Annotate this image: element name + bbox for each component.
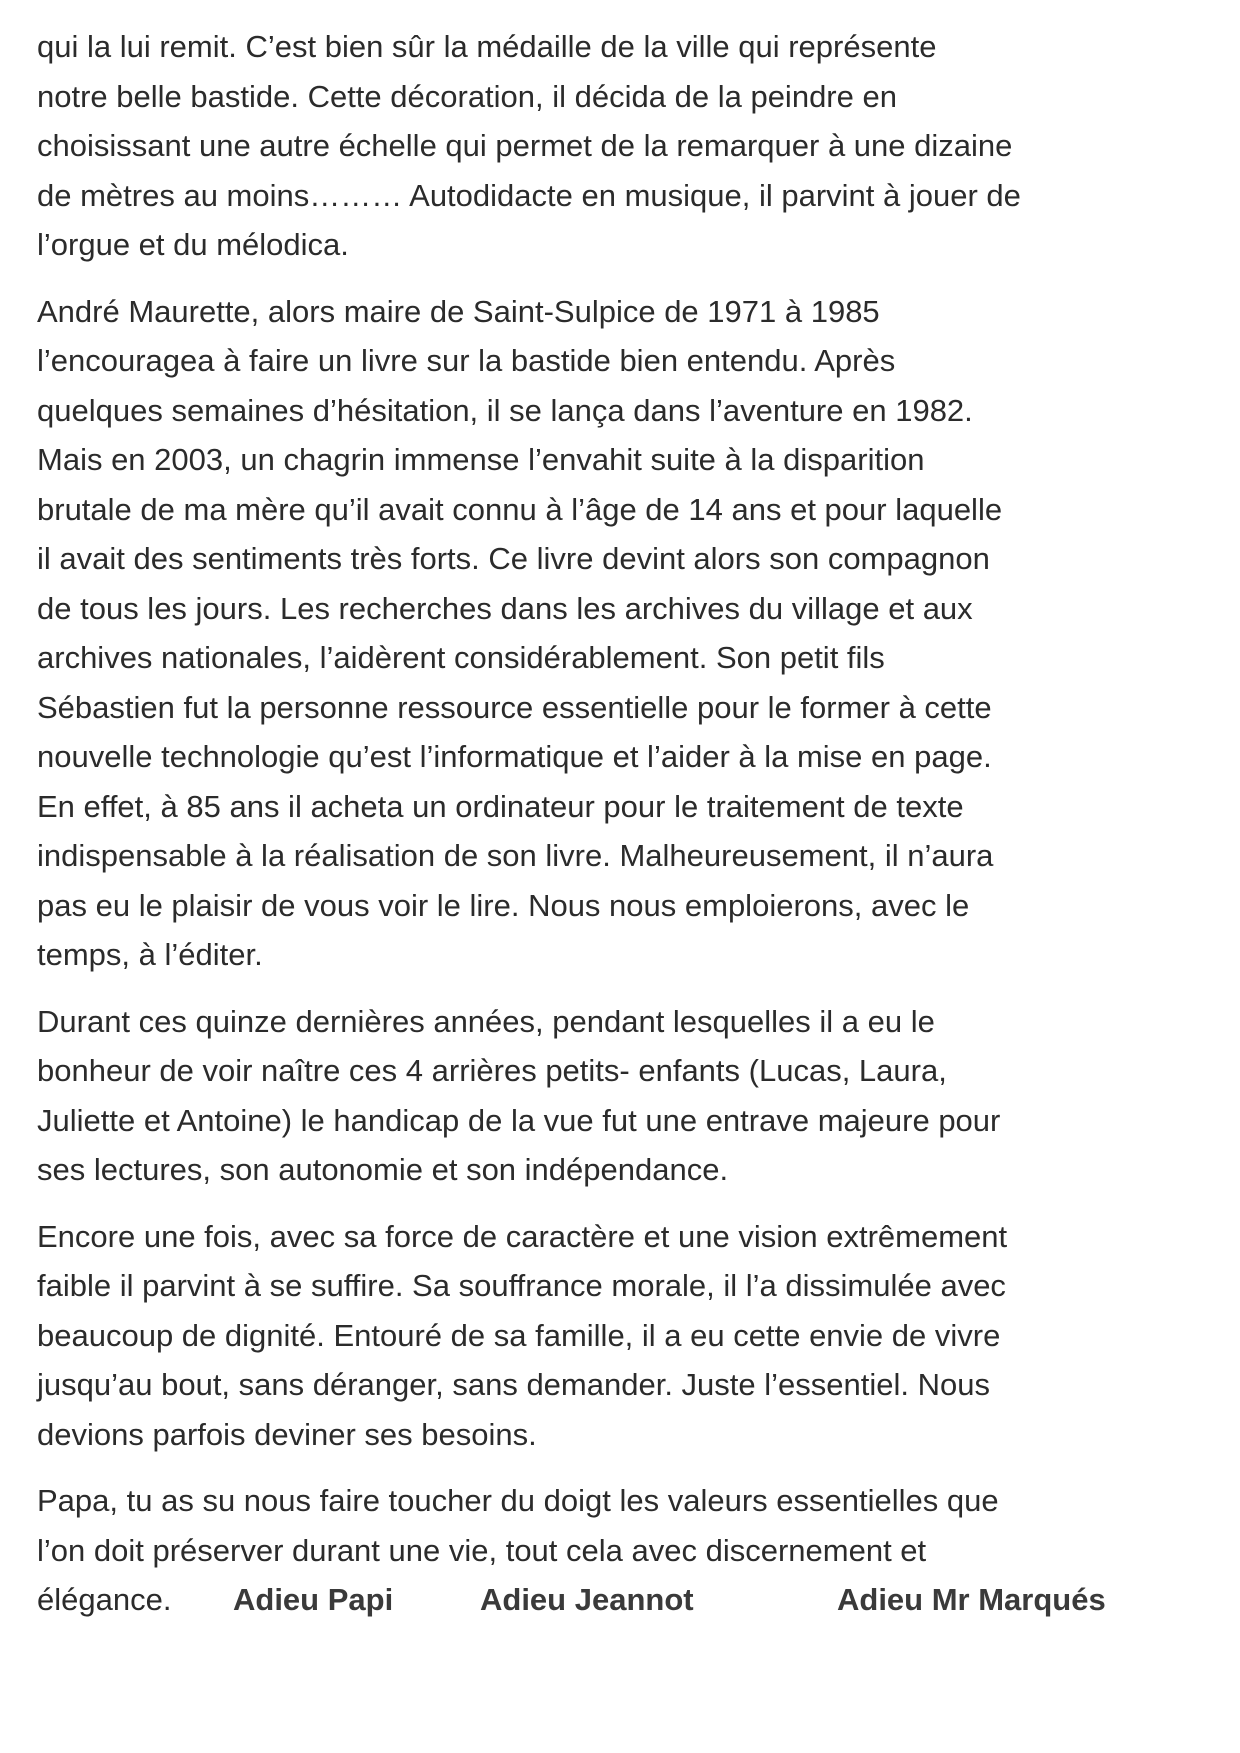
paragraph-medal (37, 22, 1187, 270)
text-line: qui la lui remit. C’est bien sûr la médaille de la ville qui représente (37, 29, 937, 64)
farewell-mr-marques: Adieu Mr Marqués (837, 1582, 1106, 1617)
closing-farewell-line (37, 1575, 1187, 1625)
text-line: Sébastien fut la personne ressource essentielle pour le former à cette (37, 689, 992, 725)
document-body (37, 22, 1187, 1642)
text-line: jusqu’au bout, sans déranger, sans demander. Juste l’essentiel. Nous (37, 1367, 990, 1402)
paragraph-book (37, 287, 1187, 980)
text-line: brutale de ma mère qu’il avait connu à l’âge de 14 ans et pour laquelle (37, 491, 1003, 527)
paragraph-dignity (37, 1212, 1187, 1460)
text-line: l’encouragea à faire un livre sur la bastide bien entendu. Après (37, 343, 896, 378)
text-line: Papa, tu as su nous faire toucher du doigt les valeurs essentielles que (37, 1483, 999, 1518)
text-line: André Maurette, alors maire de Saint-Sulpice de 1971 à 1985 (37, 293, 880, 329)
text-line: bonheur de voir naître ces 4 arrières petits- enfants (Lucas, Laura, (37, 1053, 947, 1088)
text-line: de mètres au moins……… Autodidacte en musique, il parvint à jouer de (37, 177, 1021, 213)
text-line: indispensable à la réalisation de son livre. Malheureusement, il n’aura (37, 838, 994, 873)
text-line: quelques semaines d’hésitation, il se lança dans l’aventure en 1982. (37, 392, 973, 428)
text-line: choisissant une autre échelle qui permet de la remarquer à une dizaine (37, 128, 1013, 163)
text-line: nouvelle technologie qu’est l’informatique et l’aider à la mise en page. (37, 739, 992, 774)
paragraph-vision (37, 997, 1187, 1195)
text-line: l’orgue et du mélodica. (37, 227, 349, 262)
closing-last-word: élégance. (37, 1582, 172, 1617)
text-line: beaucoup de dignité. Entouré de sa famille, il a eu cette envie de vivre (37, 1317, 1001, 1353)
text-line: Durant ces quinze dernières années, pendant lesquelles il a eu le (37, 1003, 935, 1039)
text-line: Juliette et Antoine) le handicap de la vue fut une entrave majeure pour (37, 1102, 1001, 1138)
text-line: notre belle bastide. Cette décoration, il décida de la peindre en (37, 78, 897, 114)
text-line: l’on doit préserver durant une vie, tout cela avec discernement et (37, 1532, 927, 1568)
paragraph-closing (37, 1476, 1187, 1625)
text-line: faible il parvint à se suffire. Sa souffrance morale, il l’a dissimulée avec (37, 1268, 1006, 1303)
text-line: ses lectures, son autonomie et son indépendance. (37, 1152, 729, 1187)
text-line: devions parfois deviner ses besoins. (37, 1416, 537, 1452)
text-line: pas eu le plaisir de vous voir le lire. Nous nous emploierons, avec le (37, 887, 970, 923)
farewell-papi: Adieu Papi (233, 1582, 394, 1617)
text-line: de tous les jours. Les recherches dans les archives du village et aux (37, 590, 973, 626)
text-line: temps, à l’éditer. (37, 937, 263, 972)
text-line: archives nationales, l’aidèrent considérablement. Son petit fils (37, 640, 885, 675)
farewell-jeannot: Adieu Jeannot (480, 1582, 694, 1617)
text-line: Encore une fois, avec sa force de caractère et une vision extrêmement (37, 1218, 1008, 1254)
text-line: En effet, à 85 ans il acheta un ordinateur pour le traitement de texte (37, 788, 964, 824)
text-line: Mais en 2003, un chagrin immense l’envahit suite à la disparition (37, 442, 925, 477)
text-line: il avait des sentiments très forts. Ce livre devint alors son compagnon (37, 541, 990, 576)
